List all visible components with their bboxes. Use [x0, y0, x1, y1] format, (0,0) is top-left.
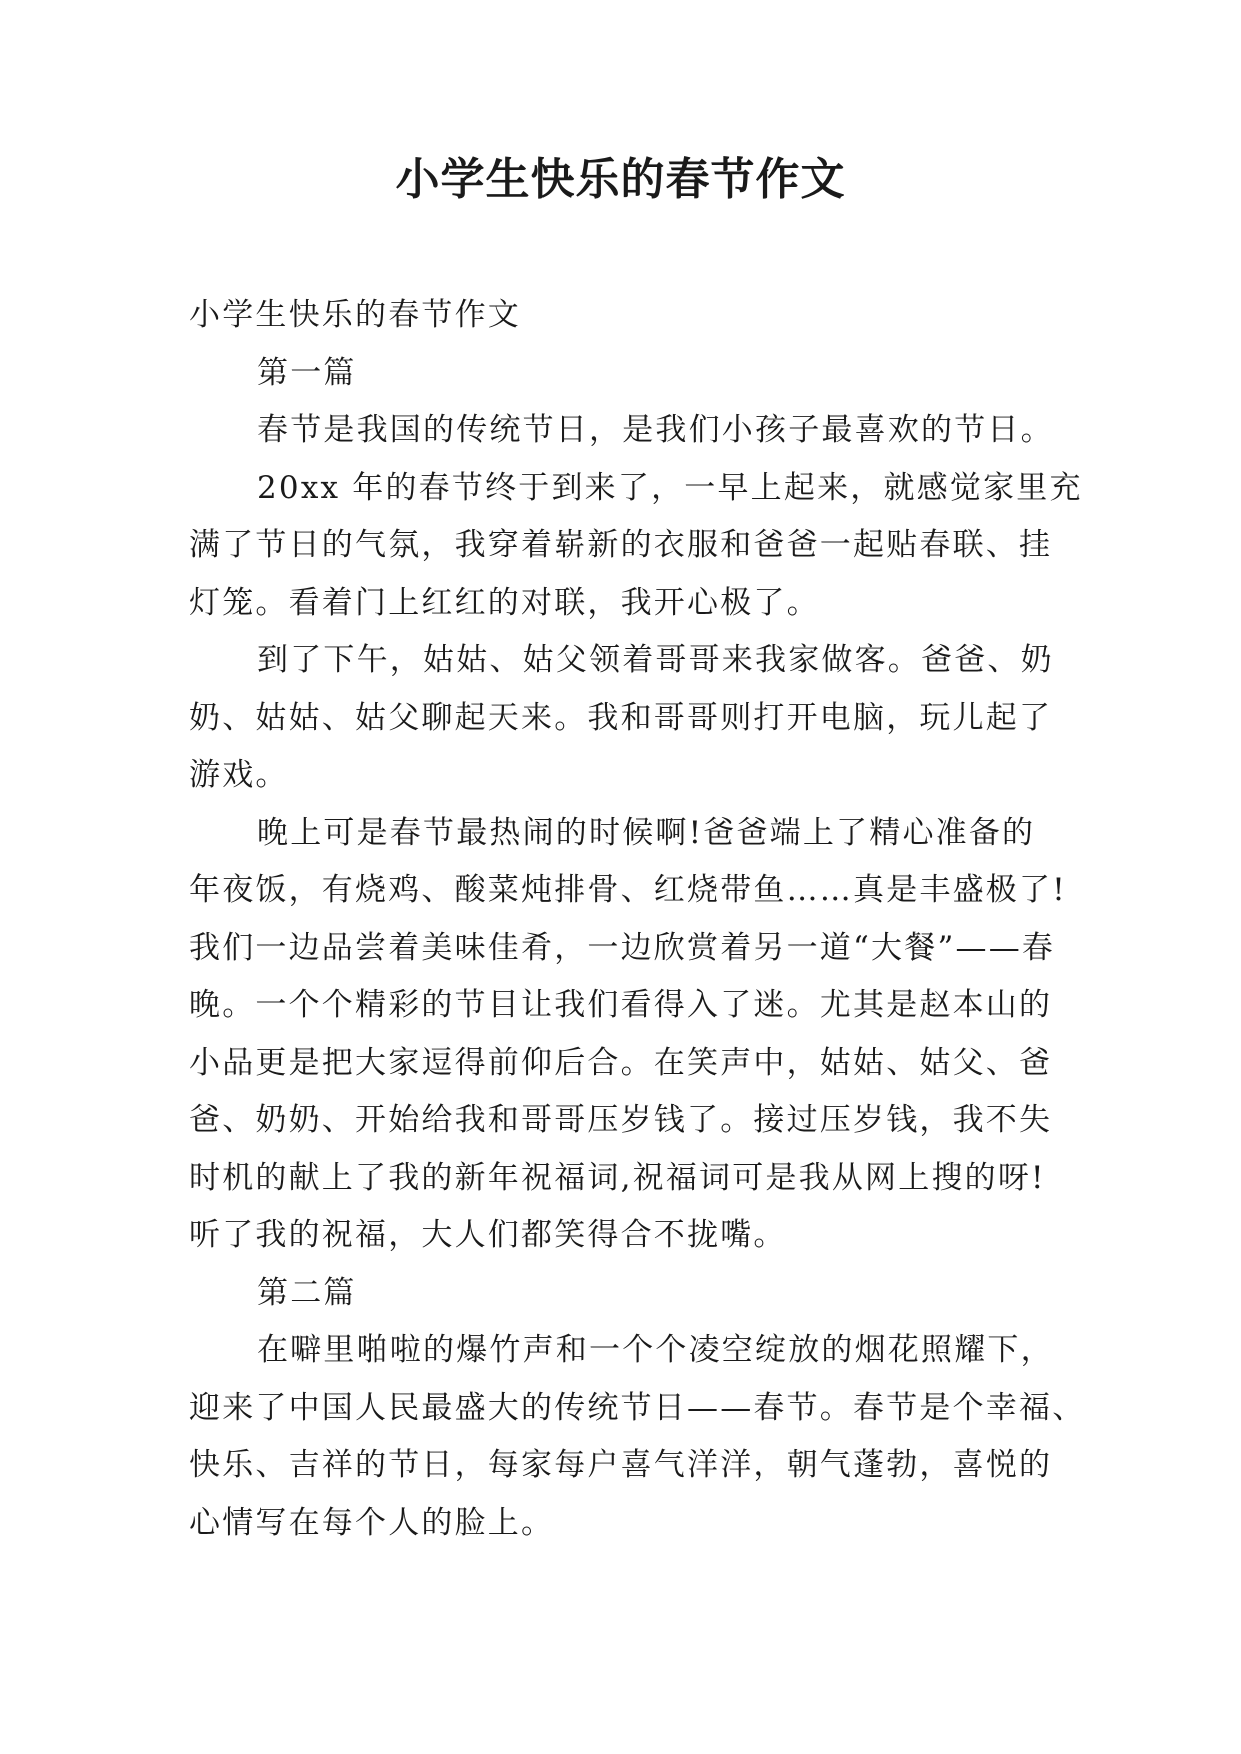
text-line: 20xx 年的春节终于到来了，一早上起来，就感觉家里充: [257, 469, 1083, 506]
text-line: 晚。一个个精彩的节目让我们看得入了迷。尤其是赵本山的: [189, 987, 1053, 1023]
text-line: 爸、奶奶、开始给我和哥哥压岁钱了。接过压岁钱，我不失: [189, 1102, 1053, 1138]
text-line: 灯笼。看着门上红红的对联，我开心极了。: [189, 584, 820, 621]
document-title: 小学生快乐的春节作文: [395, 154, 846, 205]
text-line: 快乐、吉祥的节日，每家每户喜气洋洋，朝气蓬勃，喜悦的: [189, 1447, 1053, 1483]
text-line: 年夜饭，有烧鸡、酸菜炖排骨、红烧带鱼……真是丰盛极了!: [189, 872, 1067, 908]
text-line: 到了下午，姑姑、姑父领着哥哥来我家做客。爸爸、奶: [257, 642, 1054, 678]
text-line: 游戏。: [189, 757, 289, 793]
document-body: [189, 287, 1086, 1552]
text-line: 我们一边品尝着美味佳肴，一边欣赏着另一道“大餐”——春: [189, 929, 1056, 966]
text-line: 小学生快乐的春节作文: [189, 297, 521, 333]
text-line: 奶、姑姑、姑父聊起天来。我和哥哥则打开电脑，玩儿起了: [189, 699, 1053, 736]
text-line: 第二篇: [257, 1274, 357, 1311]
text-line: 小品更是把大家逗得前仰后合。在笑声中，姑姑、姑父、爸: [189, 1044, 1053, 1081]
text-line: 迎来了中国人民最盛大的传统节日——春节。春节是个幸福、: [189, 1389, 1086, 1426]
text-line: 晚上可是春节最热闹的时候啊!爸爸端上了精心准备的: [257, 814, 1036, 851]
text-line: 时机的献上了我的新年祝福词,祝福词可是我从网上搜的呀!: [189, 1159, 1046, 1196]
text-line: 在噼里啪啦的爆竹声和一个个凌空绽放的烟花照耀下，: [257, 1332, 1054, 1368]
text-line: 心情写在每个人的脸上。: [189, 1504, 555, 1541]
text-line: 听了我的祝福，大人们都笑得合不拢嘴。: [189, 1217, 787, 1253]
text-line: 满了节日的气氛，我穿着崭新的衣服和爸爸一起贴春联、挂: [189, 527, 1053, 563]
text-line: 第一篇: [257, 354, 357, 391]
text-line: 春节是我国的传统节日，是我们小孩子最喜欢的节日。: [257, 412, 1054, 448]
